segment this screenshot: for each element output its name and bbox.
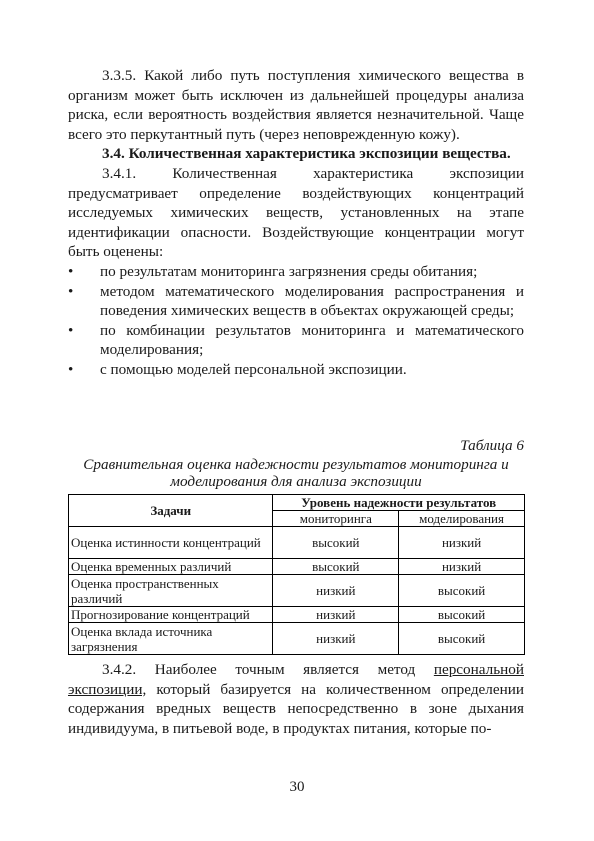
- monitoring-cell: низкий: [273, 623, 399, 655]
- table-row: [69, 527, 525, 559]
- bullet-mark: •: [68, 282, 74, 300]
- table-row: [69, 575, 525, 607]
- modeling-cell: высокий: [399, 575, 525, 607]
- bullet-item: [68, 321, 524, 360]
- bullet-mark: •: [68, 262, 74, 280]
- paragraph-3-4-2: [68, 660, 524, 738]
- monitoring-cell: низкий: [273, 607, 399, 623]
- page-number: 30: [289, 779, 305, 795]
- task-cell: Прогнозирование концентраций: [69, 607, 273, 623]
- monitoring-cell: высокий: [273, 559, 399, 575]
- monitoring-cell: высокий: [273, 527, 399, 559]
- task-cell: Оценка пространственных различий: [69, 575, 273, 607]
- modeling-cell: высокий: [399, 607, 525, 623]
- bullet-mark: •: [68, 360, 74, 378]
- task-cell: Оценка вклада источника загрязнения: [69, 623, 273, 655]
- task-cell: Оценка временных различий: [69, 559, 273, 575]
- body-text-bottom: [68, 660, 524, 738]
- bullet-text: по результатам мониторинга загрязнения среды обитания;: [100, 262, 478, 280]
- paragraph-3-4-2-start: 3.4.2. Наиболее точным является метод: [102, 661, 434, 678]
- bullet-item: [68, 360, 524, 380]
- task-cell: Оценка истинности концентраций: [69, 527, 273, 559]
- modeling-cell: высокий: [399, 623, 525, 655]
- monitoring-cell: низкий: [273, 575, 399, 607]
- table-label: Таблица 6: [460, 437, 524, 454]
- bullet-text: с помощью моделей персональной экспозиции.: [100, 360, 407, 378]
- table-row: [69, 607, 525, 623]
- header-tasks: Задачи: [69, 495, 273, 527]
- header-modeling: моделирования: [399, 511, 525, 527]
- bullet-item: [68, 262, 524, 282]
- underlined-term: персональной экспозиции,: [68, 661, 524, 698]
- modeling-cell: низкий: [399, 527, 525, 559]
- paragraph-3-4-1: 3.4.1. Количественная характеристика экспозиции предусматривает определение воздействующих концентраций исследуемых химических веществ, установленных на этапе идентификации опасности. Воздействующие концентрации могут быть оценены:: [68, 164, 524, 261]
- bullet-item: [68, 282, 524, 321]
- header-reliability-level: Уровень надежности результатов: [273, 495, 525, 511]
- reliability-table: [68, 494, 525, 655]
- paragraph-3-3-5: 3.3.5. Какой либо путь поступления химического вещества в организм может быть исключен из дальнейшей процедуры анализа риска, если вероятность воздействия является незначительной. Чаще всего это перкутантный путь (через неповрежденную кожу).: [68, 67, 524, 143]
- bullet-text: по комбинации результатов мониторинга и математического моделирования;: [100, 321, 524, 359]
- bullet-text: методом математического моделирования распространения и поведения химических веществ в объектах окружающей среды;: [100, 282, 524, 320]
- table-row: [69, 559, 525, 575]
- section-heading-3-4: 3.4. Количественная характеристика экспозиции вещества.: [102, 145, 511, 163]
- paragraph-3-4-2-rest: который базируется на количественном определении содержания вредных веществ непосредственно в зоне дыхания индивидуума, в питьевой воде, в продуктах питания, которые по-: [68, 680, 524, 737]
- bullet-list: [68, 262, 524, 380]
- body-text-top: [68, 66, 524, 380]
- bullet-mark: •: [68, 321, 74, 339]
- table-row: [69, 623, 525, 655]
- table-caption: Сравнительная оценка надежности результатов мониторинга и моделирования для анализа экспозиции: [83, 456, 509, 490]
- modeling-cell: низкий: [399, 559, 525, 575]
- header-monitoring: мониторинга: [273, 511, 399, 527]
- table-header-row: [69, 495, 525, 511]
